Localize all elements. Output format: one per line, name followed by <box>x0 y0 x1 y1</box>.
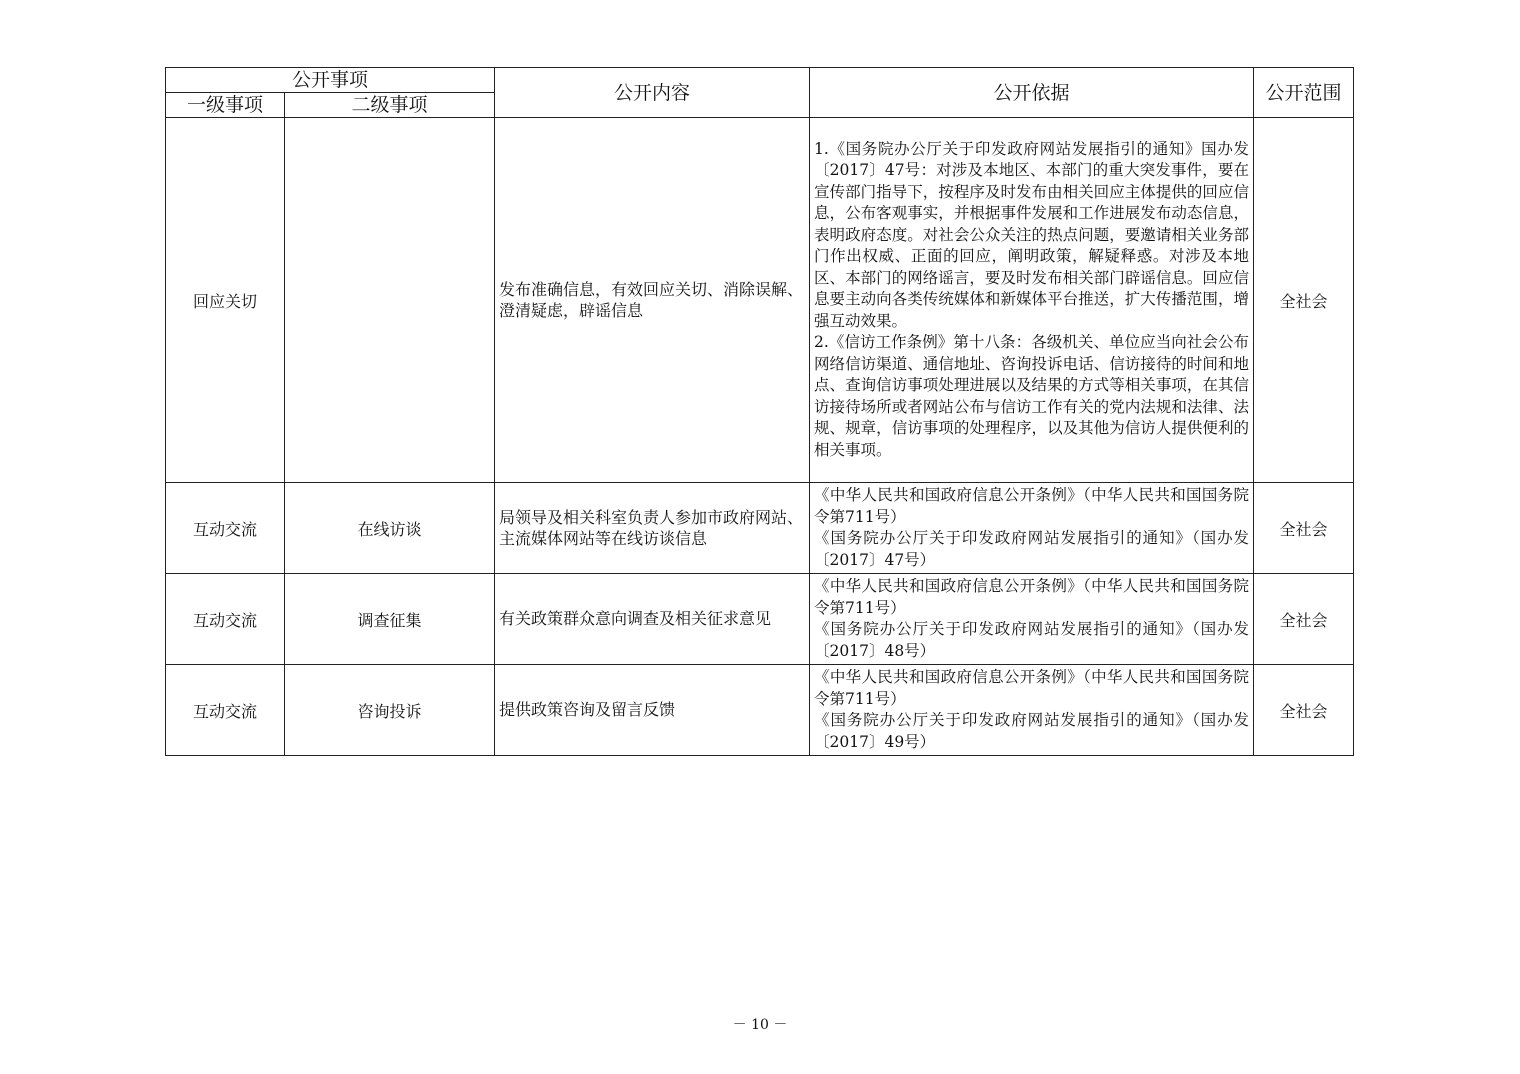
level1-cell: 互动交流 <box>166 483 285 574</box>
basis-cell <box>810 118 1254 483</box>
table-row <box>166 574 1354 665</box>
header-basis: 公开依据 <box>810 68 1254 118</box>
basis-paragraph: 《国务院办公厅关于印发政府网站发展指引的通知》（国办发〔2017〕48号） <box>814 620 1250 660</box>
scope-cell: 全社会 <box>1254 574 1354 665</box>
basis-paragraph: 《中华人民共和国政府信息公开条例》（中华人民共和国国务院令第711号） <box>814 668 1250 708</box>
level1-cell: 互动交流 <box>166 665 285 756</box>
content-cell: 有关政策群众意向调查及相关征求意见 <box>495 574 810 665</box>
scope-cell: 全社会 <box>1254 118 1354 483</box>
content-cell: 提供政策咨询及留言反馈 <box>495 665 810 756</box>
basis-cell <box>810 483 1254 574</box>
level2-cell: 咨询投诉 <box>285 665 495 756</box>
scope-cell: 全社会 <box>1254 665 1354 756</box>
basis-paragraph: 2.《信访工作条例》第十八条：各级机关、单位应当向社会公布网络信访渠道、通信地址、咨询投诉电话、信访接待的时间和地点、查询信访事项处理进展以及结果的方式等相关事项，在其信访接待场所或者网站公布与信访工作有关的党内法规和法律、法规、规章，信访事项的处理程序，以及其他为信访人提供便利的相关事项。 <box>814 333 1250 459</box>
header-disclosure-items: 公开事项 <box>166 68 495 93</box>
level2-cell: 调查征集 <box>285 574 495 665</box>
content-cell: 局领导及相关科室负责人参加市政府网站、主流媒体网站等在线访谈信息 <box>495 483 810 574</box>
basis-paragraph: 《国务院办公厅关于印发政府网站发展指引的通知》（国办发〔2017〕47号） <box>814 529 1250 569</box>
basis-paragraph: 1.《国务院办公厅关于印发政府网站发展指引的通知》国办发〔2017〕47号：对涉及本地区、本部门的重大突发事件，要在宣传部门指导下，按程序及时发布由相关回应主体提供的回应信息，公布客观事实，并根据事件发展和工作进展发布动态信息，表明政府态度。对社会公众关注的热点问题，要邀请相关业务部门作出权威、正面的回应，阐明政策，解疑释惑。对涉及本地区、本部门的网络谣言，要及时发布相关部门辟谣信息。回应信息要主动向各类传统媒体和新媒体平台推送，扩大传播范围，增强互动效果。 <box>814 139 1250 330</box>
page-number: － 10 － <box>732 1017 788 1033</box>
header-level2: 二级事项 <box>285 93 495 118</box>
disclosure-table <box>165 67 1354 756</box>
basis-paragraph: 《国务院办公厅关于印发政府网站发展指引的通知》（国办发〔2017〕49号） <box>814 711 1250 751</box>
table-row <box>166 665 1354 756</box>
table-row <box>166 483 1354 574</box>
basis-paragraph: 《中华人民共和国政府信息公开条例》（中华人民共和国国务院令第711号） <box>814 577 1250 617</box>
header-level1: 一级事项 <box>166 93 285 118</box>
level2-cell: 在线访谈 <box>285 483 495 574</box>
basis-paragraph: 《中华人民共和国政府信息公开条例》（中华人民共和国国务院令第711号） <box>814 486 1250 526</box>
basis-cell <box>810 665 1254 756</box>
disclosure-table-container <box>165 67 1353 756</box>
table-row <box>166 118 1354 483</box>
header-scope: 公开范围 <box>1254 68 1354 118</box>
level2-cell <box>285 118 495 483</box>
header-content: 公开内容 <box>495 68 810 118</box>
content-cell: 发布准确信息，有效回应关切、消除误解、澄清疑虑，辟谣信息 <box>495 118 810 483</box>
basis-cell <box>810 574 1254 665</box>
level1-cell: 互动交流 <box>166 574 285 665</box>
level1-cell: 回应关切 <box>166 118 285 483</box>
scope-cell: 全社会 <box>1254 483 1354 574</box>
